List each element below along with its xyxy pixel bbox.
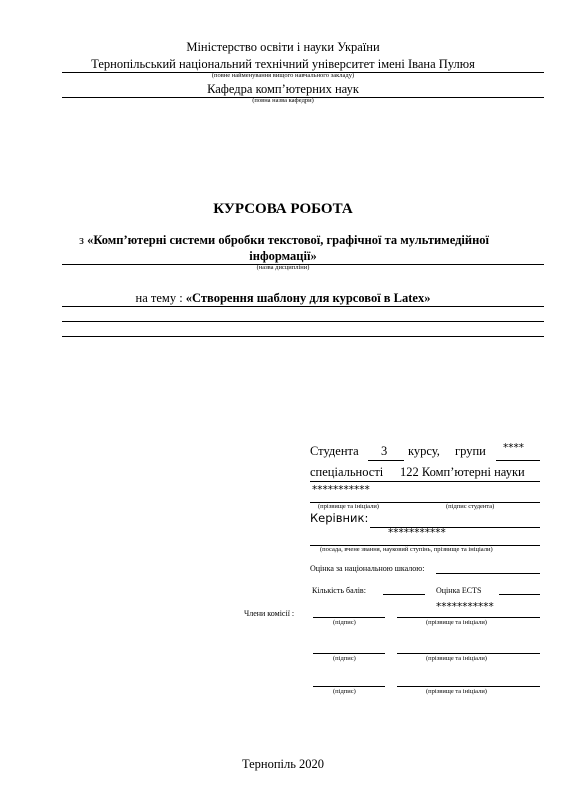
course-label: курсу, — [408, 444, 440, 458]
student-label: Студента — [310, 444, 359, 458]
ects-label: Оцінка ECTS — [436, 586, 482, 595]
topic-underline-2 — [62, 321, 544, 322]
supervisor-label: Керівник: — [310, 511, 369, 525]
group-label: групи — [455, 444, 486, 458]
discipline-name-part-2: інформації» — [249, 249, 317, 263]
commission-member-2-signature-caption: (підпис) — [333, 655, 356, 662]
specialty-value: 122 Комп’ютерні науки — [400, 465, 525, 479]
group-underline — [496, 460, 540, 461]
document-heading: КУРСОВА РОБОТА — [213, 201, 353, 217]
commission-member-2-name-caption: (прізвище та ініціали) — [426, 655, 487, 662]
city-year: Тернопіль 2020 — [241, 757, 325, 771]
commission-member-1-name: *********** — [436, 601, 494, 613]
ministry-name: Міністерство освіти і науки України — [186, 40, 380, 54]
commission-member-3-signature-caption: (підпис) — [333, 688, 356, 695]
student-signature-caption: (підпис студента) — [446, 503, 495, 510]
specialty-underline — [310, 481, 540, 482]
points-underline — [383, 594, 425, 595]
points-label: Кількість балів: — [312, 586, 366, 595]
commission-member-1-name-caption: (прізвище та ініціали) — [426, 619, 487, 626]
university-name: Тернопільський національний технічний університет імені Івана Пулюя — [91, 57, 475, 71]
discipline-line-1 — [79, 233, 549, 248]
student-name-value: *********** — [312, 484, 370, 496]
commission-member-3-name-caption: (прізвище та ініціали) — [426, 688, 487, 695]
commission-member-1-name-line — [397, 617, 540, 618]
national-scale-label: Оцінка за національною шкалою: — [310, 564, 425, 573]
commission-member-1-signature-caption: (підпис) — [333, 619, 356, 626]
course-underline — [368, 460, 404, 461]
topic-underline-3 — [62, 336, 544, 337]
specialty-label: спеціальності — [310, 465, 384, 479]
discipline-caption: (назва дисципліни) — [256, 264, 310, 271]
commission-label: Члени комісії : — [244, 609, 295, 618]
commission-member-2-signature-line — [313, 653, 385, 654]
commission-member-3-name-line — [397, 686, 540, 687]
discipline-name-part-1: «Комп’ютерні системи обробки текстової, графічної та мультимедійної — [87, 233, 490, 247]
national-scale-underline — [436, 573, 540, 574]
department-name: Кафедра комп’ютерних наук — [207, 82, 359, 96]
university-caption: (повне найменування вищого навчального закладу) — [211, 72, 355, 79]
supervisor-caption: (посада, вчене звання, науковий ступінь, прізвище та ініціали) — [320, 546, 493, 553]
group-value: **** — [503, 442, 524, 454]
discipline-prefix: з — [79, 233, 88, 247]
topic-underline-1 — [62, 306, 544, 307]
commission-member-3-signature-line — [313, 686, 385, 687]
student-name-caption: (прізвище та ініціали) — [318, 503, 379, 510]
ects-underline — [499, 594, 540, 595]
topic-prefix: на тему : — [135, 291, 186, 305]
commission-member-2-name-line — [397, 653, 540, 654]
topic-line — [0, 291, 566, 306]
commission-member-1-signature-line — [313, 617, 385, 618]
topic-name: «Створення шаблону для курсової в Latex» — [185, 291, 431, 305]
supervisor-value: *********** — [388, 527, 446, 539]
course-value: 3 — [381, 444, 388, 458]
department-caption: (повна назва кафедри) — [252, 97, 314, 104]
